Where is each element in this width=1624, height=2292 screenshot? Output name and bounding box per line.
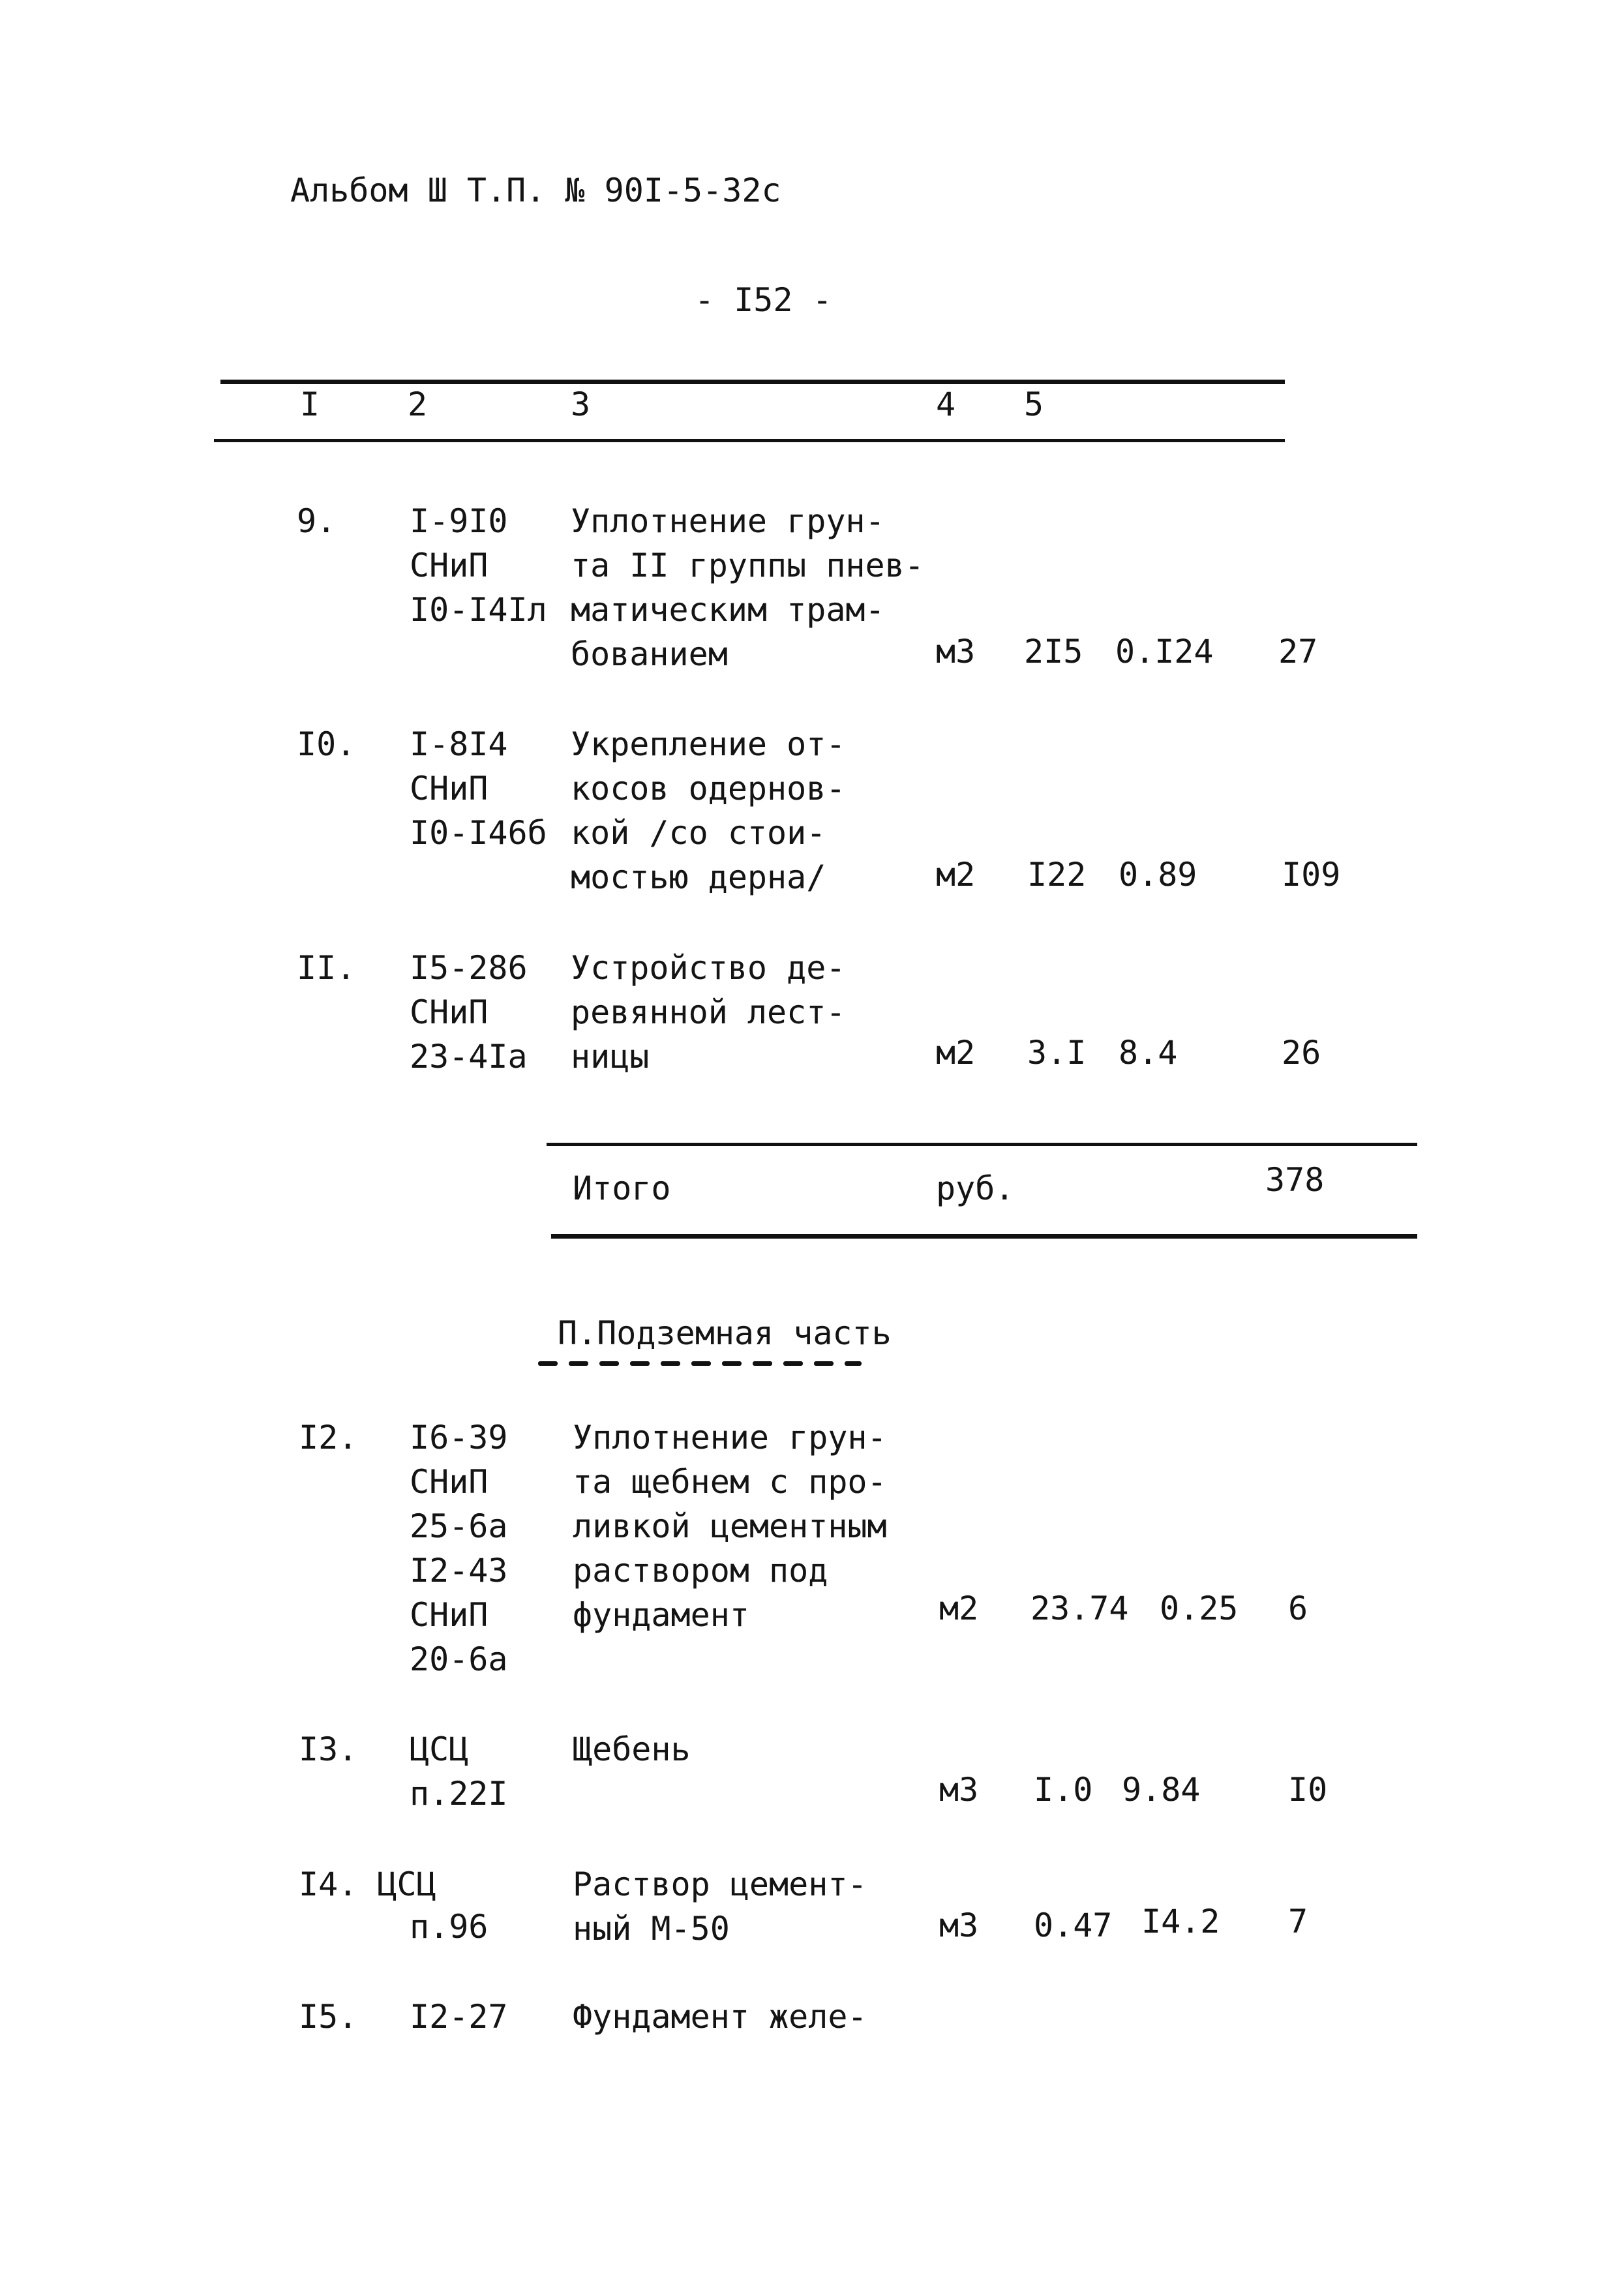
row-description: Укрепление от- косов одернов- кой /со стои- мостью дерна/ — [571, 725, 846, 896]
row-quantity: 3.I — [1027, 1034, 1087, 1072]
row-quantity: 23.74 — [1030, 1590, 1129, 1627]
row-code: I5-286 СНиП 23-4Iа — [410, 949, 528, 1076]
row-number: I5. — [299, 1998, 358, 2036]
row-code: ЦСЦ п.22I — [410, 1730, 508, 1813]
table-top-rule — [220, 380, 1285, 384]
row-unit: м3 — [936, 633, 976, 671]
row-total: 7 — [1288, 1903, 1308, 1940]
row-code: I2-27 — [410, 1998, 508, 2036]
row-unit-price: I4.2 — [1141, 1903, 1220, 1940]
column-header-5: 5 — [1024, 385, 1044, 423]
row-unit-price: 0.25 — [1160, 1590, 1239, 1627]
row-unit: м3 — [939, 1771, 979, 1809]
row-number: I3. — [299, 1730, 358, 1768]
row-code: I6-39 СНиП 25-6а I2-43 СНиП 20-6а — [410, 1419, 508, 1678]
row-description: Уплотнение грун- та II группы пнев- матическим трам- бованием — [571, 502, 924, 673]
row-description: Устройство де- ревянной лест- ницы — [571, 949, 846, 1076]
row-total: 6 — [1288, 1590, 1308, 1627]
row-code: I-9I0 СНиП I0-I4Iл — [410, 502, 547, 629]
row-quantity: 2I5 — [1024, 633, 1083, 671]
row-number: II. — [297, 949, 356, 987]
row-unit-price: 0.89 — [1119, 856, 1197, 894]
row-unit: м3 — [939, 1907, 979, 1944]
row-unit: м2 — [936, 1034, 976, 1072]
row-number: I2. — [299, 1419, 358, 1456]
column-header-1: I — [300, 385, 320, 423]
column-header-2: 2 — [408, 385, 428, 423]
row-total: 27 — [1278, 633, 1318, 671]
table-header-rule — [214, 439, 1285, 442]
row-unit: м2 — [939, 1590, 979, 1627]
row-number: I4. ЦСЦ — [299, 1865, 436, 1903]
section-title: П.Подземная часть — [558, 1314, 892, 1352]
column-header-3: 3 — [571, 385, 591, 423]
row-code: I-8I4 СНиП I0-I46б — [410, 725, 547, 852]
row-unit-price: 9.84 — [1122, 1771, 1201, 1809]
row-code: п.96 — [410, 1908, 489, 1946]
subtotal-total: 378 — [1265, 1161, 1325, 1199]
row-description: Фундамент желе- — [573, 1998, 867, 2036]
subtotal-bottom-rule — [551, 1234, 1417, 1239]
page-number: - I52 - — [695, 281, 832, 319]
subtotal-unit: руб. — [936, 1169, 1015, 1207]
row-description: Щебень — [573, 1730, 691, 1768]
album-reference: Альбом Ш Т.П. № 90I-5-32с — [290, 172, 781, 209]
row-total: 26 — [1282, 1034, 1321, 1072]
row-quantity: 0.47 — [1034, 1907, 1113, 1944]
subtotal-top-rule — [547, 1143, 1417, 1146]
row-description: Уплотнение грун- та щебнем с про- ливкой цементным раствором под фундамент — [573, 1419, 887, 1634]
row-total: I09 — [1282, 856, 1341, 894]
row-unit-price: 8.4 — [1119, 1034, 1178, 1072]
row-unit-price: 0.I24 — [1115, 633, 1214, 671]
row-number: I0. — [297, 725, 356, 763]
row-unit: м2 — [936, 856, 976, 894]
column-header-4: 4 — [936, 385, 956, 423]
row-number: 9. — [297, 502, 337, 540]
row-total: I0 — [1288, 1771, 1328, 1809]
row-quantity: I22 — [1027, 856, 1087, 894]
subtotal-label: Итого — [573, 1169, 671, 1207]
row-description: Раствор цемент- ный М-50 — [573, 1865, 867, 1948]
row-quantity: I.0 — [1034, 1771, 1093, 1809]
